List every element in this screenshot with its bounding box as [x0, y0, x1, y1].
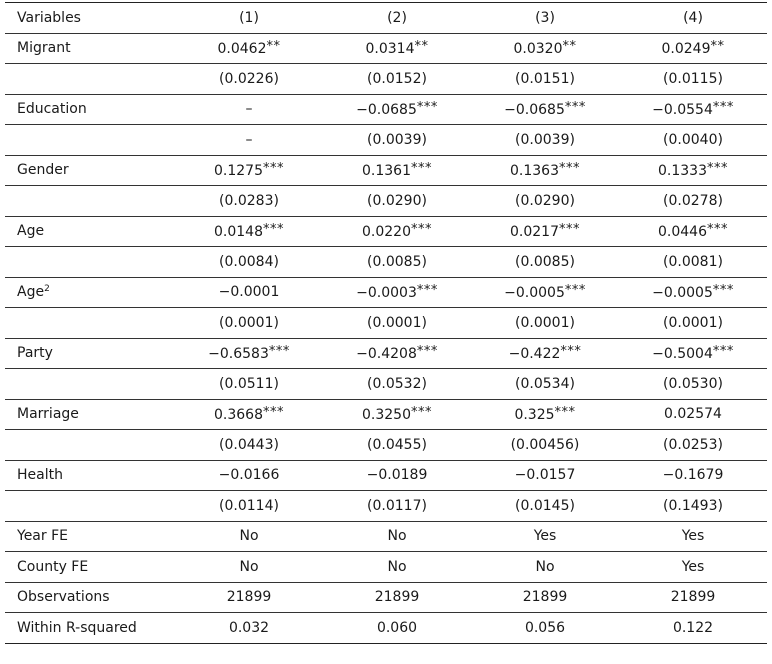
coef-cell — [619, 216, 767, 247]
table-body — [5, 3, 767, 644]
coef-value: −0.0685 — [504, 102, 565, 119]
se-cell: (0.0001) — [219, 314, 279, 331]
empty-cell — [5, 186, 175, 217]
footer-value: No — [387, 528, 407, 545]
footer-row — [5, 521, 767, 552]
footer-row — [5, 552, 767, 583]
coef-cell — [175, 277, 323, 308]
footer-value: 21899 — [670, 589, 716, 606]
footer-label: Year FE — [17, 528, 68, 545]
header-col-3: (3) — [535, 9, 555, 26]
coef-value: 0.0446 — [658, 224, 707, 241]
significance-stars: *** — [268, 344, 290, 360]
se-cell: (0.0283) — [219, 192, 279, 209]
se-cell: (0.0040) — [663, 131, 723, 148]
se-cell: (0.00456) — [510, 436, 580, 453]
se-cell: (0.0001) — [367, 314, 427, 331]
coef-value: 0.0314 — [365, 41, 415, 58]
coef-value: −0.0001 — [218, 284, 280, 301]
coef-cell — [471, 277, 619, 308]
se-cell: (0.0226) — [219, 70, 279, 87]
se-cell: (0.0117) — [367, 497, 427, 514]
se-cell: (0.0115) — [663, 70, 723, 87]
variable-label: Marriage — [17, 406, 79, 423]
coef-cell — [619, 33, 767, 64]
variable-cell — [5, 155, 175, 186]
significance-stars: *** — [707, 161, 728, 177]
variable-superscript: 2 — [44, 284, 50, 295]
regression-table — [5, 2, 767, 644]
se-row — [5, 369, 767, 400]
se-cell: (0.0530) — [663, 375, 723, 392]
coef-value: −0.1679 — [662, 467, 724, 484]
se-cell: (0.0290) — [515, 192, 575, 209]
coef-cell — [471, 399, 619, 430]
se-cell: (0.0455) — [367, 436, 427, 453]
footer-value: 21899 — [226, 589, 272, 606]
coef-cell — [175, 155, 323, 186]
se-row — [5, 430, 767, 461]
se-cell: (0.0534) — [515, 375, 575, 392]
coef-value: −0.4208 — [356, 346, 417, 363]
variable-cell — [5, 94, 175, 125]
coef-cell — [619, 155, 767, 186]
coef-cell — [323, 94, 471, 125]
coef-cell — [471, 155, 619, 186]
coef-value: −0.422 — [508, 346, 561, 363]
coef-row — [5, 460, 767, 491]
se-row — [5, 308, 767, 339]
significance-stars: *** — [411, 222, 432, 238]
variable-cell — [5, 33, 175, 64]
variable-cell — [5, 277, 175, 308]
se-cell: (0.0114) — [219, 497, 279, 514]
significance-stars: *** — [564, 283, 586, 299]
footer-label: Observations — [17, 589, 110, 606]
footer-value: Yes — [681, 558, 705, 575]
coef-row — [5, 94, 767, 125]
significance-stars: *** — [707, 222, 728, 238]
coef-value: 0.0249 — [661, 41, 711, 58]
coef-cell — [471, 216, 619, 247]
coef-cell — [323, 460, 471, 491]
coef-value: 0.325 — [514, 407, 555, 424]
significance-stars: *** — [411, 405, 432, 421]
significance-stars: ** — [710, 39, 725, 55]
coef-cell — [175, 338, 323, 369]
coef-cell — [175, 33, 323, 64]
header-variables: Variables — [17, 9, 81, 26]
se-cell: (0.0084) — [219, 253, 279, 270]
variable-label: Party — [17, 345, 53, 362]
footer-value: 0.060 — [376, 619, 418, 636]
variable-cell — [5, 460, 175, 491]
variable-cell — [5, 216, 175, 247]
footer-row — [5, 582, 767, 613]
footer-row — [5, 613, 767, 644]
coef-cell — [471, 94, 619, 125]
coef-cell — [619, 277, 767, 308]
se-cell: (0.1493) — [663, 497, 723, 514]
se-row — [5, 491, 767, 522]
coef-cell — [323, 155, 471, 186]
coef-value: −0.0189 — [366, 467, 428, 484]
empty-cell — [5, 308, 175, 339]
footer-value: No — [387, 558, 407, 575]
coef-cell — [323, 338, 471, 369]
significance-stars: *** — [416, 100, 438, 116]
coef-cell — [323, 33, 471, 64]
coef-value: 0.0148 — [214, 224, 263, 241]
variable-label: Education — [17, 101, 87, 118]
footer-value: No — [239, 558, 259, 575]
se-cell: (0.0511) — [219, 375, 279, 392]
coef-value: 0.0462 — [217, 41, 267, 58]
coef-value: 0.0320 — [513, 41, 563, 58]
coef-value: −0.0166 — [218, 467, 280, 484]
se-cell: (0.0443) — [219, 436, 279, 453]
footer-value: No — [239, 528, 259, 545]
coef-value: −0.6583 — [208, 346, 269, 363]
significance-stars: *** — [712, 344, 734, 360]
footer-value: 21899 — [374, 589, 420, 606]
coef-value: – — [245, 101, 253, 118]
empty-cell — [5, 369, 175, 400]
significance-stars: *** — [411, 161, 432, 177]
coef-cell — [619, 399, 767, 430]
footer-value: 21899 — [522, 589, 568, 606]
footer-value: 0.032 — [228, 619, 270, 636]
coef-value: −0.0005 — [652, 285, 713, 302]
coef-value: −0.0685 — [356, 102, 417, 119]
empty-cell — [5, 64, 175, 95]
coef-cell — [323, 399, 471, 430]
coef-cell — [471, 460, 619, 491]
coef-cell — [175, 94, 323, 125]
footer-value: Yes — [681, 528, 705, 545]
coef-value: 0.02574 — [664, 406, 722, 423]
coef-value: 0.0217 — [510, 224, 559, 241]
coef-value: 0.3250 — [362, 407, 411, 424]
coef-cell — [619, 460, 767, 491]
empty-cell — [5, 247, 175, 278]
se-cell: (0.0081) — [663, 253, 723, 270]
significance-stars: ** — [266, 39, 281, 55]
header-col-4: (4) — [683, 9, 703, 26]
coef-value: −0.0005 — [504, 285, 565, 302]
se-cell: – — [245, 131, 253, 148]
se-cell: (0.0145) — [515, 497, 575, 514]
variable-label: Age — [17, 223, 45, 240]
footer-value: 0.056 — [524, 619, 566, 636]
empty-cell — [5, 125, 175, 156]
significance-stars: *** — [712, 100, 734, 116]
se-row — [5, 247, 767, 278]
empty-cell — [5, 491, 175, 522]
footer-value: Yes — [533, 528, 557, 545]
variable-cell — [5, 399, 175, 430]
coef-row — [5, 277, 767, 308]
se-cell: (0.0278) — [663, 192, 723, 209]
coef-cell — [619, 338, 767, 369]
se-row — [5, 64, 767, 95]
footer-value: 0.122 — [672, 619, 714, 636]
significance-stars: *** — [263, 161, 284, 177]
coef-value: −0.0554 — [652, 102, 713, 119]
coef-cell — [471, 338, 619, 369]
se-row — [5, 186, 767, 217]
footer-label: County FE — [17, 558, 89, 575]
header-row — [5, 3, 767, 34]
coef-row — [5, 216, 767, 247]
coef-row — [5, 338, 767, 369]
coef-value: 0.0220 — [362, 224, 411, 241]
variable-label: Gender — [17, 162, 69, 179]
significance-stars: *** — [559, 222, 580, 238]
coef-row — [5, 155, 767, 186]
significance-stars: ** — [562, 39, 577, 55]
significance-stars: *** — [560, 344, 582, 360]
variable-cell — [5, 338, 175, 369]
coef-value: 0.1275 — [214, 163, 263, 180]
se-cell: (0.0085) — [367, 253, 427, 270]
significance-stars: ** — [414, 39, 429, 55]
coef-cell — [175, 460, 323, 491]
se-cell: (0.0532) — [367, 375, 427, 392]
coef-cell — [471, 33, 619, 64]
significance-stars: *** — [263, 222, 284, 238]
footer-label: Within R-squared — [17, 619, 137, 636]
coef-row — [5, 33, 767, 64]
significance-stars: *** — [564, 100, 586, 116]
significance-stars: *** — [712, 283, 734, 299]
coef-value: −0.0003 — [356, 285, 417, 302]
se-cell: (0.0253) — [663, 436, 723, 453]
variable-label: Health — [17, 467, 63, 484]
significance-stars: *** — [559, 161, 580, 177]
header-col-2: (2) — [387, 9, 407, 26]
coef-cell — [175, 216, 323, 247]
coef-cell — [323, 216, 471, 247]
coef-cell — [175, 399, 323, 430]
se-cell: (0.0039) — [515, 131, 575, 148]
se-cell: (0.0001) — [515, 314, 575, 331]
coef-value: 0.1333 — [658, 163, 707, 180]
coef-value: 0.1361 — [362, 163, 411, 180]
coef-cell — [619, 94, 767, 125]
footer-value: No — [535, 558, 555, 575]
header-col-1: (1) — [239, 9, 259, 26]
significance-stars: *** — [416, 344, 438, 360]
se-cell: (0.0152) — [367, 70, 427, 87]
significance-stars: *** — [263, 405, 284, 421]
se-cell: (0.0039) — [367, 131, 427, 148]
se-cell: (0.0290) — [367, 192, 427, 209]
significance-stars: *** — [554, 405, 576, 421]
se-cell: (0.0085) — [515, 253, 575, 270]
coef-value: −0.0157 — [514, 467, 576, 484]
coef-value: 0.3668 — [214, 407, 263, 424]
coef-value: −0.5004 — [652, 346, 713, 363]
empty-cell — [5, 430, 175, 461]
se-cell: (0.0001) — [663, 314, 723, 331]
variable-label: Migrant — [17, 40, 71, 57]
significance-stars: *** — [416, 283, 438, 299]
coef-value: 0.1363 — [510, 163, 559, 180]
se-cell: (0.0151) — [515, 70, 575, 87]
coef-row — [5, 399, 767, 430]
variable-label: Age — [17, 284, 45, 301]
coef-cell — [323, 277, 471, 308]
se-row — [5, 125, 767, 156]
